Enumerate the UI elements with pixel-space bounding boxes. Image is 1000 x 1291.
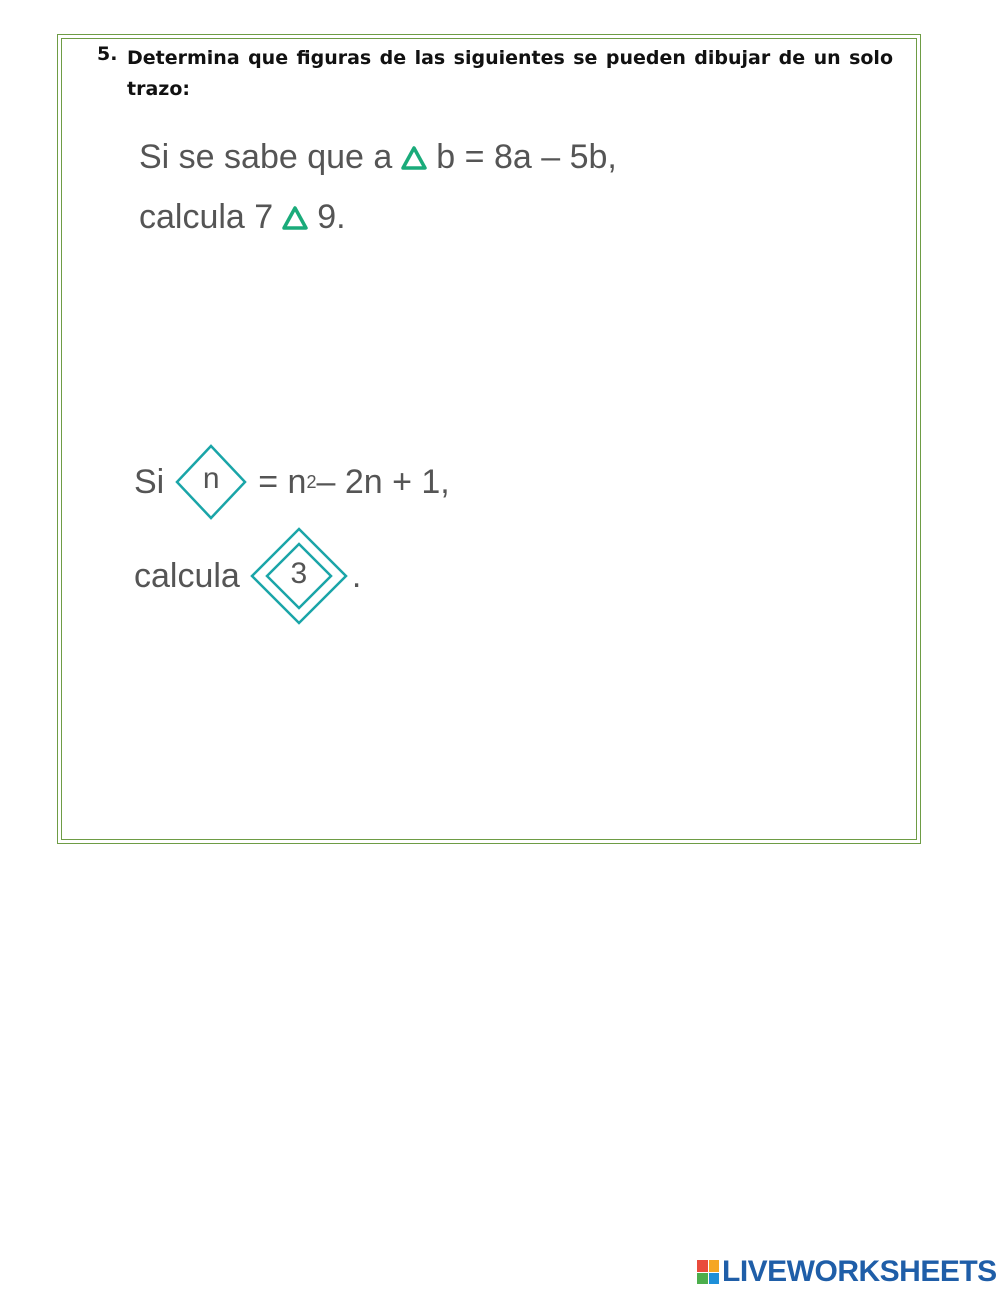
problem2-eq-rest: – 2n + 1, — [316, 462, 450, 501]
diamond-variable: n — [202, 462, 220, 495]
problem1-line1-start: Si se sabe que a — [139, 138, 393, 176]
liveworksheets-logo — [697, 1255, 997, 1289]
problem1-line2-start: calcula 7 — [139, 198, 274, 236]
question-text: Determina que figuras de las siguientes se pueden dibujar de un solo trazo: — [127, 47, 893, 100]
question-number: 5. — [97, 43, 118, 65]
problem2-exponent: 2 — [306, 471, 317, 492]
double-diamond-operator — [248, 526, 350, 626]
problem1-line1 — [139, 138, 617, 177]
problem2-eq: = n — [258, 462, 307, 501]
problem2-calcula: calcula — [134, 556, 240, 595]
problem2-line1 — [134, 443, 450, 521]
triangle-operator-icon — [281, 205, 309, 231]
problem2-line2 — [134, 526, 361, 626]
double-diamond-number: 3 — [290, 557, 308, 590]
triangle-operator-icon — [400, 145, 428, 171]
problem2-period: . — [351, 556, 362, 595]
problem1-line2 — [139, 198, 346, 237]
diamond-operator-n — [172, 443, 250, 521]
problem1-line1-end: b = 8a – 5b, — [436, 138, 617, 176]
problem1-line2-end: 9. — [317, 198, 346, 236]
problem2-si: Si — [134, 462, 165, 501]
logo-text: LIVEWORKSHEETS — [722, 1255, 997, 1288]
logo-mark-icon — [697, 1260, 719, 1284]
